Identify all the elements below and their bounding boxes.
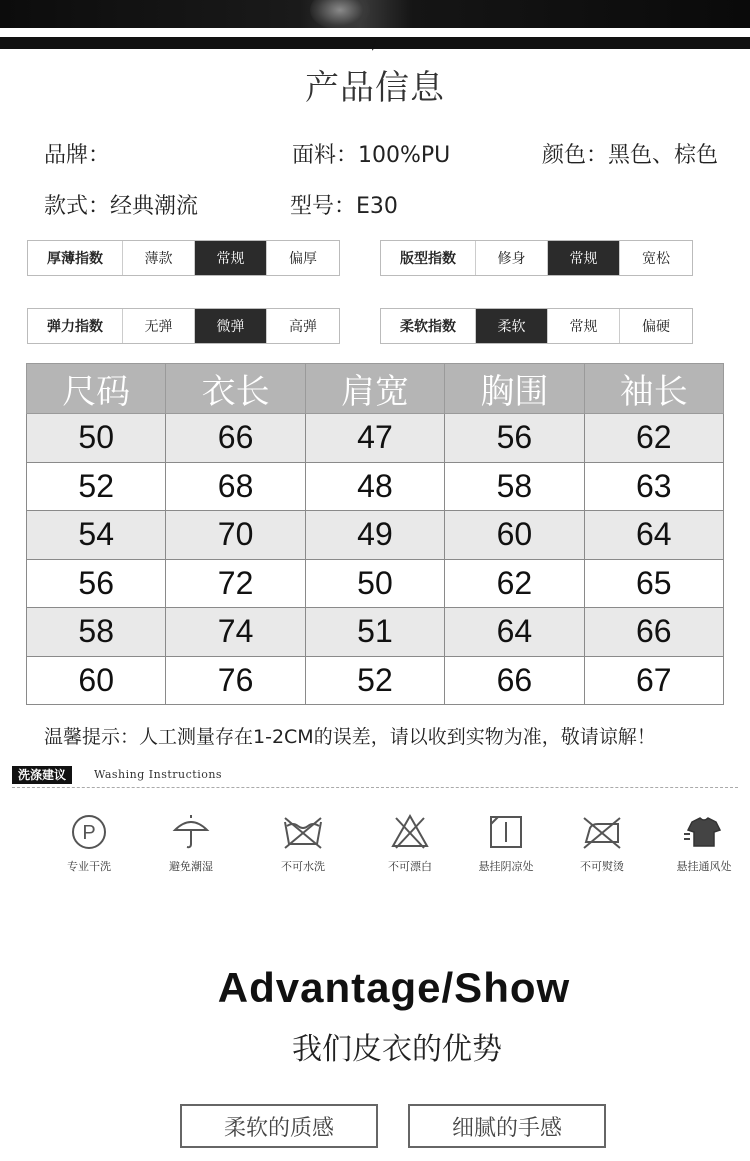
wash-caption: 悬挂通风处 — [676, 860, 732, 873]
wash-caption: 不可熨烫 — [580, 860, 624, 873]
index-option: 偏硬 — [642, 319, 670, 335]
table-row — [27, 656, 724, 705]
wash-item-no-iron — [552, 812, 652, 874]
index-option: 宽松 — [642, 251, 670, 267]
section-title: 产品信息 — [305, 68, 445, 108]
table-cell: 58 — [445, 462, 584, 511]
table-row — [27, 608, 724, 657]
index-label: 柔软指数 — [381, 309, 476, 343]
washing-tag: 洗涤建议 — [12, 766, 72, 784]
header-sleeve: 袖长 — [584, 364, 723, 414]
info-brand: 品牌： — [44, 143, 111, 168]
table-cell: 50 — [27, 414, 166, 463]
index-thickness — [27, 240, 340, 276]
advantage-box-soft-texture: 柔软的质感 — [180, 1104, 378, 1148]
header-length: 衣长 — [166, 364, 305, 414]
table-cell: 60 — [445, 511, 584, 560]
info-style: 款式：经典潮流 — [44, 194, 199, 219]
professional-dry-clean-icon — [69, 812, 109, 852]
top-product-photo-strip — [0, 0, 750, 28]
washing-header — [12, 766, 738, 788]
table-row — [27, 462, 724, 511]
header-shoulder: 肩宽 — [305, 364, 444, 414]
table-cell: 76 — [166, 656, 305, 705]
wash-item-no-water-wash — [253, 812, 353, 874]
table-cell: 64 — [584, 511, 723, 560]
size-table-header-row — [27, 364, 724, 414]
index-option-selected: 柔软 — [476, 309, 548, 343]
table-cell: 52 — [27, 462, 166, 511]
table-cell: 65 — [584, 559, 723, 608]
table-cell: 67 — [584, 656, 723, 705]
table-cell: 52 — [305, 656, 444, 705]
wash-item-no-bleach — [360, 812, 460, 874]
washing-title-en: Washing Instructions — [94, 768, 223, 781]
table-cell: 47 — [305, 414, 444, 463]
table-cell: 70 — [166, 511, 305, 560]
no-iron-icon — [580, 812, 624, 852]
table-cell: 62 — [584, 414, 723, 463]
header-chest: 胸围 — [445, 364, 584, 414]
table-cell: 54 — [27, 511, 166, 560]
table-cell: 74 — [166, 608, 305, 657]
table-cell: 66 — [166, 414, 305, 463]
index-label: 弹力指数 — [28, 309, 123, 343]
index-option-selected: 微弹 — [195, 309, 267, 343]
index-option-selected: 常规 — [548, 241, 620, 275]
wash-item-hang-shade — [456, 812, 556, 874]
index-option: 常规 — [548, 309, 620, 343]
table-row — [27, 511, 724, 560]
measurement-tip: 温馨提示：人工测量存在1-2CM的误差，请以收到实物为准，敬请谅解！ — [44, 726, 656, 748]
index-option: 高弹 — [289, 319, 317, 335]
info-color: 颜色：黑色、棕色 — [542, 143, 719, 168]
no-bleach-icon — [390, 812, 430, 852]
table-cell: 50 — [305, 559, 444, 608]
wash-caption: 避免潮湿 — [169, 860, 213, 873]
table-cell: 56 — [445, 414, 584, 463]
advantage-subtitle: 我们皮衣的优势 — [292, 1032, 502, 1067]
wash-caption: 悬挂阴凉处 — [478, 860, 534, 873]
table-cell: 72 — [166, 559, 305, 608]
table-cell: 68 — [166, 462, 305, 511]
table-cell: 48 — [305, 462, 444, 511]
table-cell: 56 — [27, 559, 166, 608]
index-option: 修身 — [476, 241, 548, 275]
index-option: 薄款 — [123, 241, 195, 275]
header-slash: / — [372, 38, 377, 52]
no-water-wash-icon — [281, 812, 325, 852]
wash-item-hang-ventilated — [654, 812, 750, 874]
table-row — [27, 559, 724, 608]
advantage-title: Advantage/Show — [217, 964, 571, 1011]
index-elasticity — [27, 308, 340, 344]
table-cell: 66 — [584, 608, 723, 657]
table-cell: 49 — [305, 511, 444, 560]
table-cell: 63 — [584, 462, 723, 511]
table-cell: 51 — [305, 608, 444, 657]
wash-caption: 专业干洗 — [67, 860, 111, 873]
index-option: 无弹 — [123, 309, 195, 343]
wash-item-avoid-moisture — [141, 812, 241, 874]
index-label: 版型指数 — [381, 241, 476, 275]
advantage-box-fine-touch: 细腻的手感 — [408, 1104, 606, 1148]
index-label: 厚薄指数 — [28, 241, 123, 275]
wash-item-dry-clean — [39, 812, 139, 874]
table-cell: 60 — [27, 656, 166, 705]
info-model: 型号：E30 — [290, 194, 398, 219]
header-size: 尺码 — [27, 364, 166, 414]
table-cell: 66 — [445, 656, 584, 705]
avoid-moisture-icon — [171, 812, 211, 852]
index-option-selected: 常规 — [195, 241, 267, 275]
index-softness — [380, 308, 693, 344]
svg-text:P: P — [82, 822, 96, 844]
index-fit — [380, 240, 693, 276]
wash-caption: 不可漂白 — [388, 860, 432, 873]
index-option: 偏厚 — [289, 251, 317, 267]
table-cell: 64 — [445, 608, 584, 657]
table-cell: 62 — [445, 559, 584, 608]
table-cell: 58 — [27, 608, 166, 657]
size-table — [26, 363, 724, 705]
table-row — [27, 414, 724, 463]
wash-caption: 不可水洗 — [281, 860, 325, 873]
hang-shade-dry-icon — [486, 812, 526, 852]
info-fabric: 面料：100%PU — [292, 143, 451, 168]
hang-ventilated-icon — [682, 812, 726, 852]
